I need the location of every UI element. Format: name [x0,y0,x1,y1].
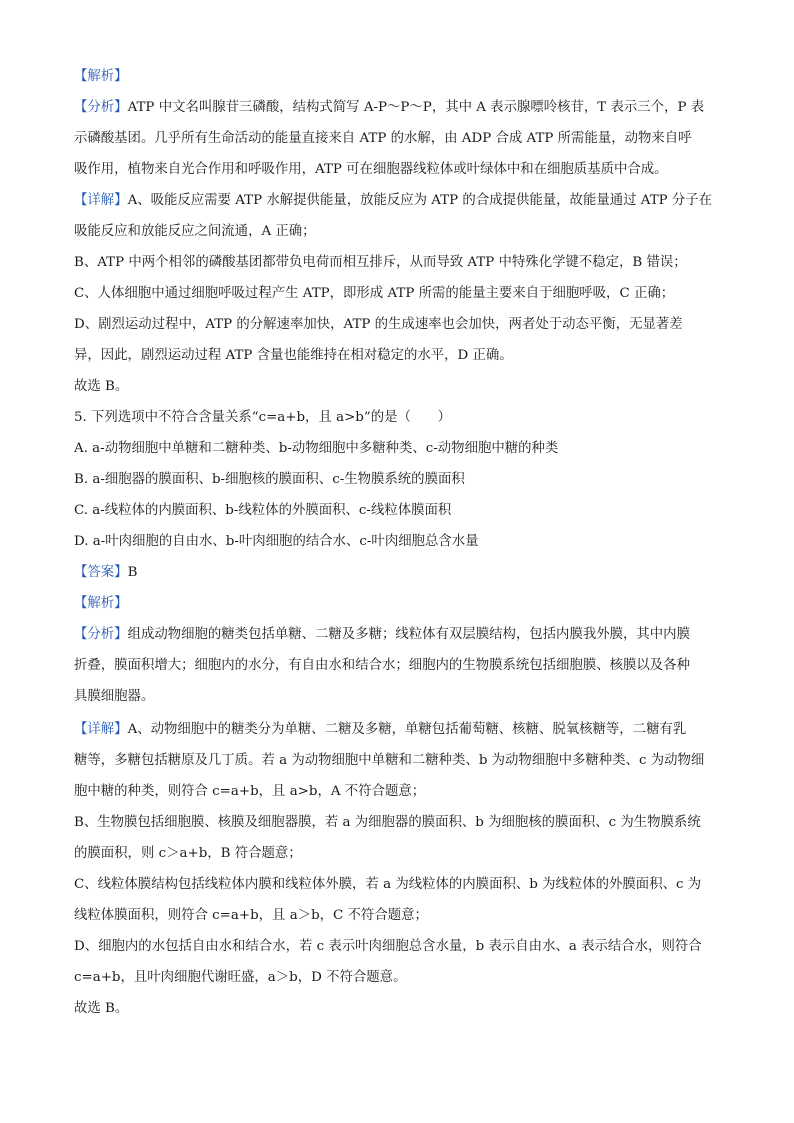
xiangjie-line: 吸能反应和放能反应之间流通，A 正确； [74,224,316,239]
fenxi-label: 【分析】 [74,100,128,115]
option-a: A. a-动物细胞中单糖和二糖种类、b-动物细胞中多糖种类、c-动物细胞中糖的种类 [74,441,559,456]
option-c: C. a-线粒体的内膜面积、b-线粒体的外膜面积、c-线粒体膜面积 [74,503,452,518]
question-stem: 5. 下列选项中不符合含量关系“c=a+b，且 a>b”的是（ ） [74,410,452,425]
xiangjie-line: B、ATP 中两个相邻的磷酸基团都带负电荷而相互排斥，从而导致 ATP 中特殊化学键不稳定，B 错误； [74,255,687,270]
fenxi-line: 示磷酸基团。几乎所有生命活动的能量直接来自 ATP 的水解，由 ADP 合成 ATP 所需能量，动物来自呼 [74,131,692,146]
fenxi-line: 折叠，膜面积增大；细胞内的水分，有自由水和结合水；细胞内的生物膜系统包括细胞膜、核膜以及各种 [74,658,690,673]
conclusion: 故选 B。 [74,379,129,394]
fenxi-line: 具膜细胞器。 [74,689,155,704]
xiangjie-label: 【详解】 [74,722,128,737]
option-d: D. a-叶肉细胞的自由水、b-叶肉细胞的结合水、c-叶肉细胞总含水量 [74,534,479,549]
xiangjie-line: 异，因此，剧烈运动过程 ATP 含量也能维持在相对稳定的水平，D 正确。 [74,348,513,363]
jiexi-label: 【解析】 [74,596,128,611]
fenxi-text: ATP 中文名叫腺苷三磷酸，结构式简写 A-P～P～P，其中 A 表示腺嘌呤核苷，T 表示三个，P 表 [127,100,705,115]
xiangjie-line: B、生物膜包括细胞膜、核膜及细胞器膜，若 a 为细胞器的膜面积、b 为细胞核的膜面积、c 为生物膜系统 [74,815,701,830]
xiangjie-line: D、细胞内的水包括自由水和结合水，若 c 表示叶肉细胞总含水量，b 表示自由水、a 表示结合水，则符合 [74,939,702,954]
xiangjie-line [74,191,724,211]
jiexi-label: 【解析】 [74,69,128,84]
jiexi-heading-1 [74,67,724,87]
xiangjie-line: D、剧烈运动过程中，ATP 的分解速率加快，ATP 的生成速率也会加快，两者处于动态平衡，无显著差 [74,317,683,332]
option-b: B. a-细胞器的膜面积、b-细胞核的膜面积、c-生物膜系统的膜面积 [74,472,465,487]
xiangjie-label: 【详解】 [74,193,128,208]
xiangjie-text: A、吸能反应需要 ATP 水解提供能量，放能反应为 ATP 的合成提供能量，故能量通过 ATP 分子在 [127,193,713,208]
daan-label: 【答案】 [74,565,128,580]
xiangjie-line: 糖等，多糖包括糖原及几丁质。若 a 为动物细胞中单糖和二糖种类、b 为动物细胞中多糖种类、c 为动物细 [74,753,705,768]
fenxi-line [74,98,724,118]
fenxi-text: 组成动物细胞的糖类包括单糖、二糖及多糖；线粒体有双层膜结构，包括内膜我外膜，其中内膜 [127,627,690,642]
fenxi-label: 【分析】 [74,627,128,642]
xiangjie-line: 胞中糖的种类，则符合 c=a+b，且 a>b，A 不符合题意； [74,784,426,799]
answer-line [74,563,724,583]
xiangjie-line: C、线粒体膜结构包括线粒体内膜和线粒体外膜，若 a 为线粒体的内膜面积、b 为线粒体的外膜面积、c 为 [74,877,702,892]
xiangjie-line: C、人体细胞中通过细胞呼吸过程产生 ATP，即形成 ATP 所需的能量主要来自于细胞呼吸，C 正确； [74,286,675,301]
xiangjie-text: A、动物细胞中的糖类分为单糖、二糖及多糖，单糖包括葡萄糖、核糖、脱氧核糖等，二糖有乳 [127,722,687,737]
xiangjie-line [74,720,724,740]
conclusion: 故选 B。 [74,1001,129,1016]
jiexi-heading-2 [74,594,724,614]
fenxi-line [74,625,724,645]
xiangjie-line: 的膜面积，则 c＞a+b，B 符合题意； [74,846,302,861]
fenxi-line: 吸作用，植物来自光合作用和呼吸作用，ATP 可在细胞器线粒体或叶绿体中和在细胞质基质中合成。 [74,162,668,177]
xiangjie-line: 线粒体膜面积，则符合 c=a+b，且 a＞b，C 不符合题意； [74,908,428,923]
xiangjie-line: c=a+b，且叶肉细胞代谢旺盛，a＞b，D 不符合题意。 [74,970,407,985]
answer-value: B [127,565,138,580]
